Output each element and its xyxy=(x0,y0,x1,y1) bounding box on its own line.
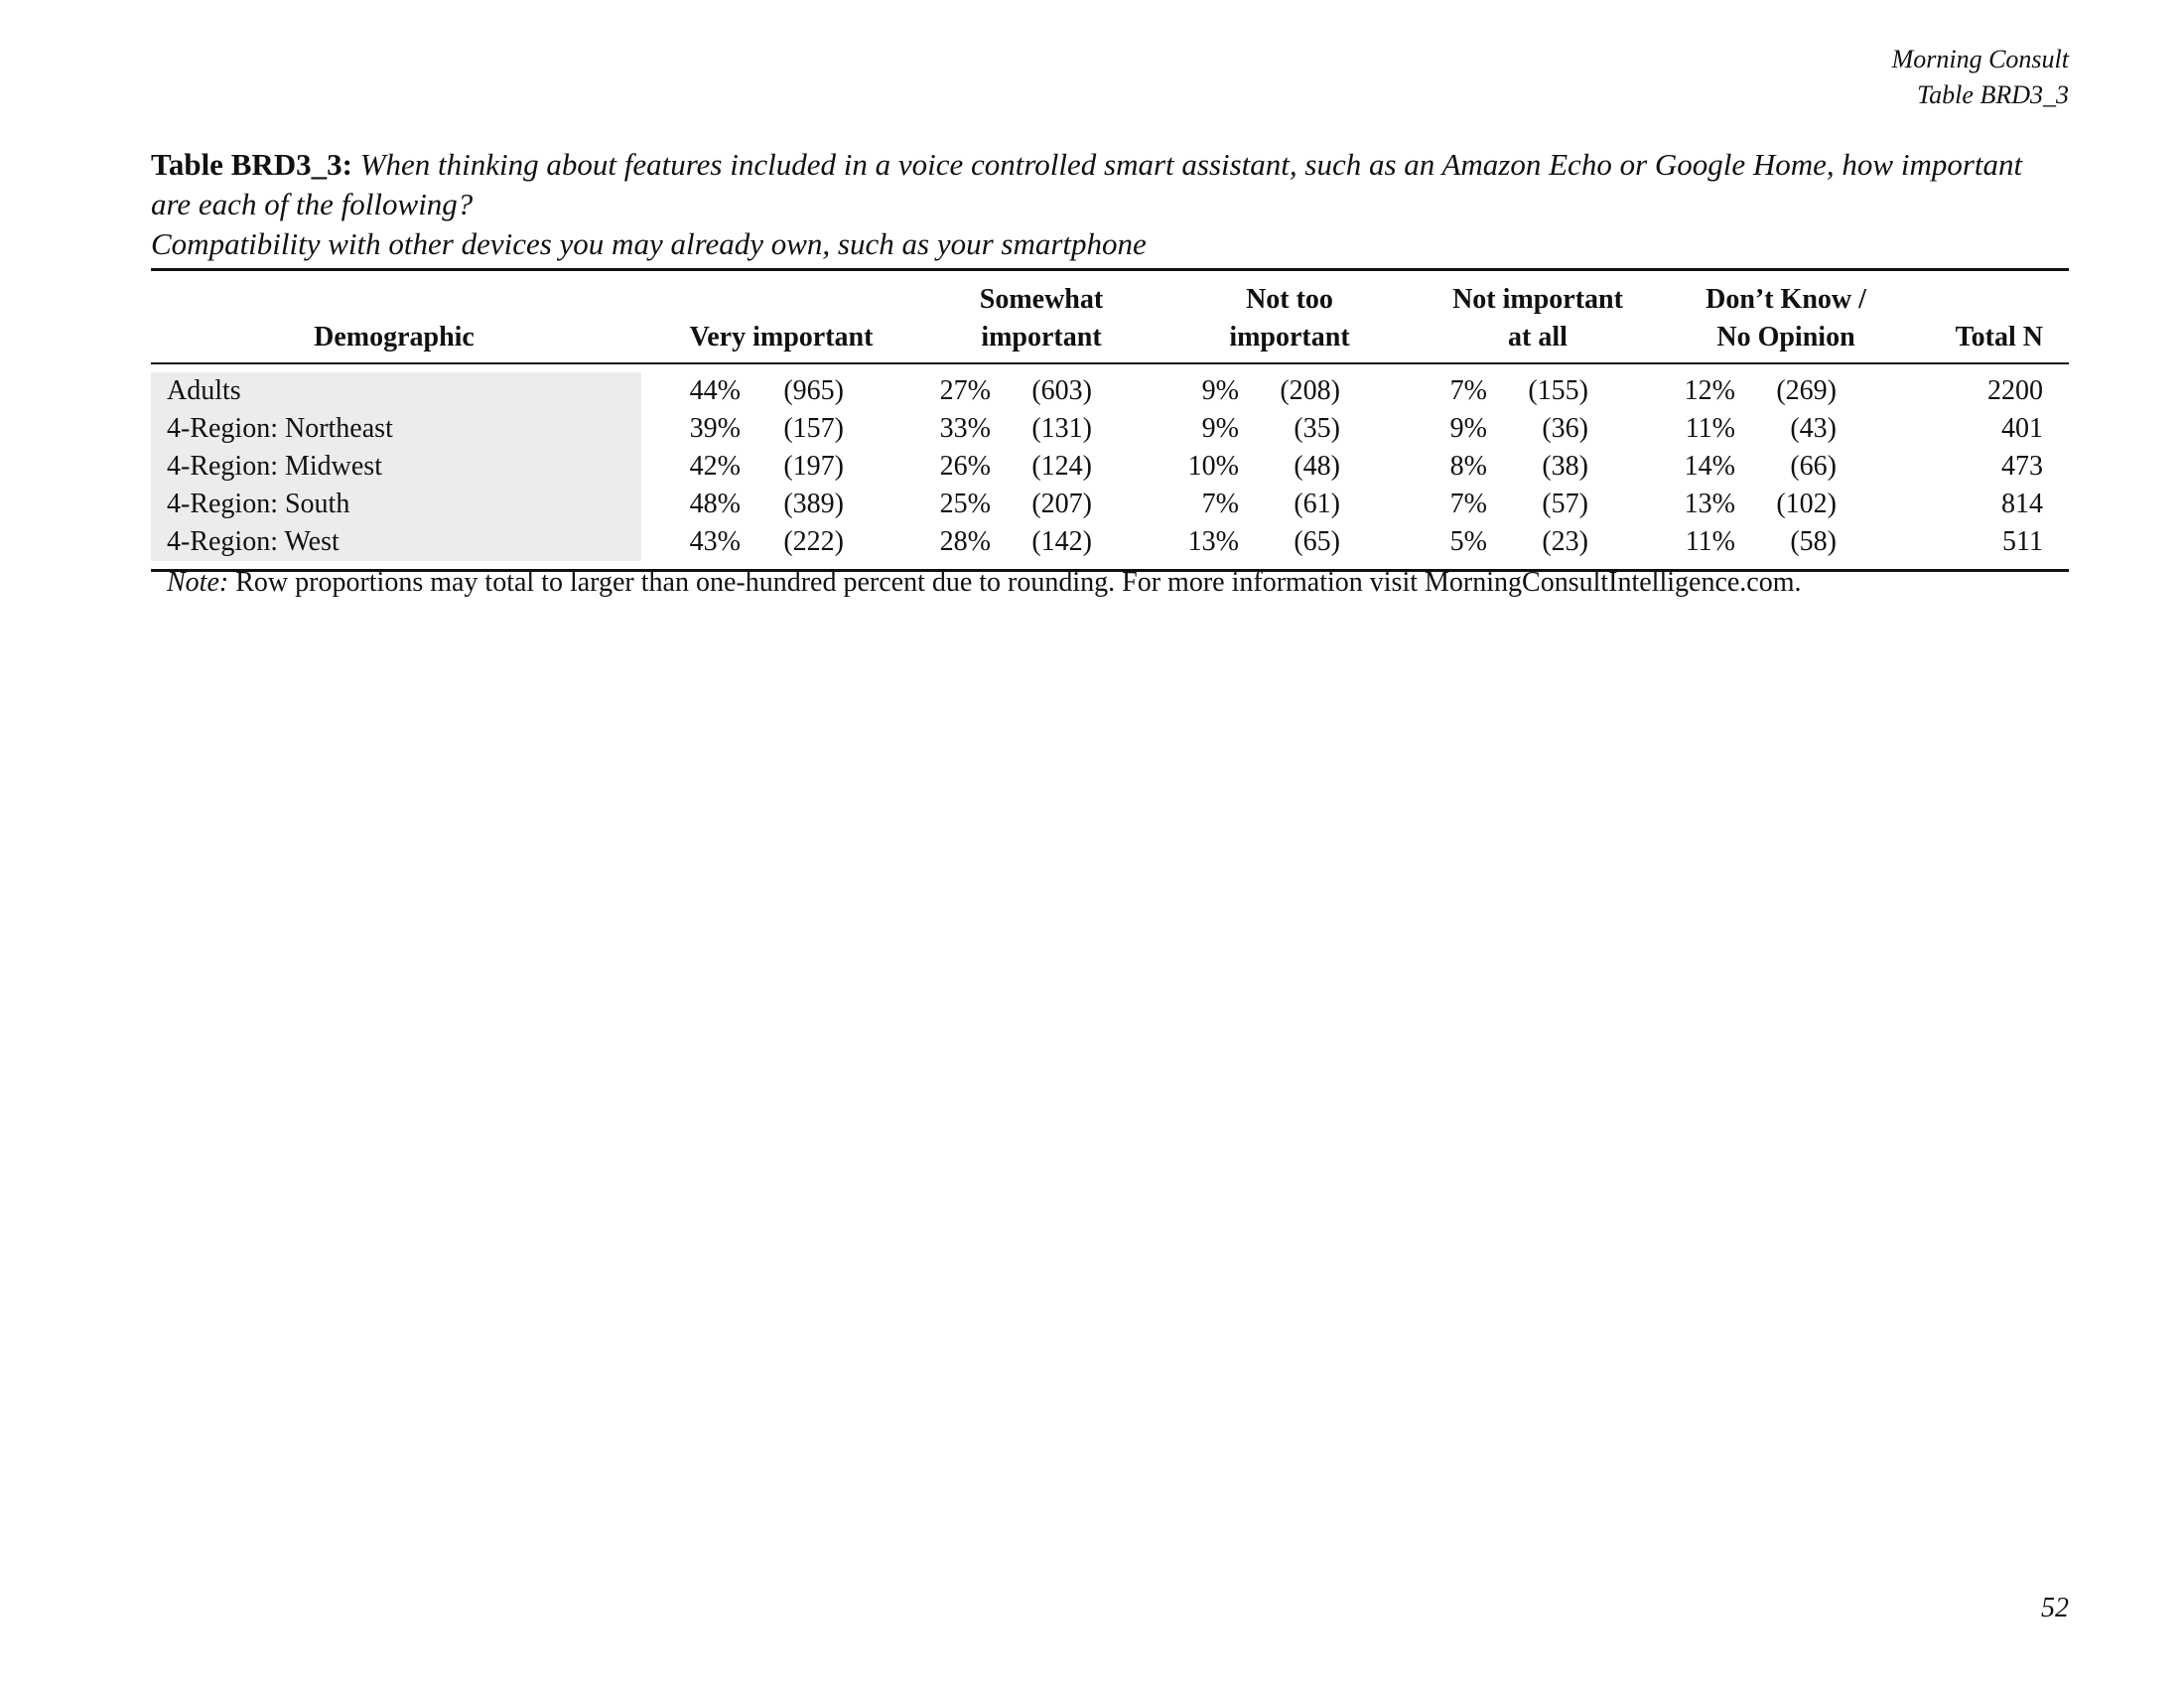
note-text: Row proportions may total to larger than one-hundred percent due to rounding. For more information visit MorningConsultIntelligence.com. xyxy=(235,567,1802,598)
not-at-all-n: (36) xyxy=(1542,413,1588,444)
col-header-demographic: Demographic xyxy=(314,322,475,352)
very-n: (965) xyxy=(783,375,844,406)
col-header-somewhat-important: Somewhat important xyxy=(979,284,1104,352)
header-table-id: Table BRD3_3 xyxy=(1917,80,2069,109)
col-header-not-important-at-all: Not important at all xyxy=(1452,284,1623,352)
not-at-all-n: (23) xyxy=(1542,526,1588,557)
not-at-all-pct: 7% xyxy=(1449,489,1487,519)
not-at-all-pct: 9% xyxy=(1449,413,1487,444)
row-demographic: 4-Region: South xyxy=(151,486,641,523)
not-too-pct: 7% xyxy=(1201,489,1239,519)
not-at-all-pct: 7% xyxy=(1449,375,1487,406)
very-pct: 48% xyxy=(689,489,741,519)
col-header-total-n: Total N xyxy=(1955,322,2043,352)
very-n: (157) xyxy=(783,413,844,444)
not-too-pct: 9% xyxy=(1201,413,1239,444)
not-too-n: (208) xyxy=(1280,375,1340,406)
table-body xyxy=(151,364,2069,569)
not-at-all-n: (57) xyxy=(1542,489,1588,519)
title-subtitle: Compatibility with other devices you may already own, such as your smartphone xyxy=(151,226,1147,261)
total-n: 473 xyxy=(2001,451,2043,482)
dont-know-pct: 13% xyxy=(1684,489,1735,519)
not-too-n: (48) xyxy=(1294,451,1340,482)
table-note xyxy=(167,564,1802,602)
table-row xyxy=(151,523,2069,561)
title-label: Table BRD3_3: xyxy=(151,147,352,182)
not-too-n: (65) xyxy=(1294,526,1340,557)
very-pct: 44% xyxy=(689,375,741,406)
table-row xyxy=(151,486,2069,523)
not-too-n: (61) xyxy=(1294,489,1340,519)
very-n: (389) xyxy=(783,489,844,519)
not-at-all-n: (155) xyxy=(1528,375,1588,406)
row-demographic: 4-Region: Midwest xyxy=(151,448,641,486)
table-title xyxy=(151,145,2069,264)
very-n: (197) xyxy=(783,451,844,482)
table-row xyxy=(151,448,2069,486)
somewhat-pct: 28% xyxy=(939,526,991,557)
somewhat-pct: 33% xyxy=(939,413,991,444)
table-row xyxy=(151,410,2069,448)
somewhat-pct: 25% xyxy=(939,489,991,519)
somewhat-n: (131) xyxy=(1031,413,1092,444)
note-label: Note: xyxy=(167,567,229,598)
col-header-dont-know: Don’t Know / No Opinion xyxy=(1706,284,1866,352)
dont-know-pct: 11% xyxy=(1685,413,1735,444)
header-org: Morning Consult xyxy=(1891,45,2069,73)
somewhat-pct: 26% xyxy=(939,451,991,482)
table-header-row xyxy=(151,271,2069,362)
dont-know-pct: 14% xyxy=(1684,451,1735,482)
very-n: (222) xyxy=(783,526,844,557)
page-number: 52 xyxy=(2041,1593,2069,1623)
dont-know-n: (102) xyxy=(1776,489,1837,519)
dont-know-n: (58) xyxy=(1790,526,1837,557)
title-question: When thinking about features included in a voice controlled smart assistant, such as an Amazon Echo or Google Home, how important are each of the following? xyxy=(151,147,2023,221)
very-pct: 39% xyxy=(689,413,741,444)
not-at-all-pct: 8% xyxy=(1449,451,1487,482)
somewhat-pct: 27% xyxy=(939,375,991,406)
row-demographic: 4-Region: West xyxy=(151,523,641,561)
not-too-n: (35) xyxy=(1294,413,1340,444)
dont-know-n: (66) xyxy=(1790,451,1837,482)
total-n: 511 xyxy=(2002,526,2043,557)
not-at-all-pct: 5% xyxy=(1449,526,1487,557)
very-pct: 42% xyxy=(689,451,741,482)
total-n: 814 xyxy=(2001,489,2043,519)
very-pct: 43% xyxy=(689,526,741,557)
table-row xyxy=(151,372,2069,410)
not-too-pct: 13% xyxy=(1187,526,1239,557)
row-demographic: Adults xyxy=(151,372,641,410)
not-too-pct: 9% xyxy=(1201,375,1239,406)
somewhat-n: (142) xyxy=(1031,526,1092,557)
dont-know-n: (269) xyxy=(1776,375,1837,406)
not-too-pct: 10% xyxy=(1187,451,1239,482)
total-n: 2200 xyxy=(1987,375,2043,406)
col-header-very-important: Very important xyxy=(689,322,874,352)
row-demographic: 4-Region: Northeast xyxy=(151,410,641,448)
dont-know-pct: 11% xyxy=(1685,526,1735,557)
total-n: 401 xyxy=(2001,413,2043,444)
crosstab-table xyxy=(151,268,2069,572)
somewhat-n: (124) xyxy=(1031,451,1092,482)
dont-know-pct: 12% xyxy=(1684,375,1735,406)
somewhat-n: (207) xyxy=(1031,489,1092,519)
somewhat-n: (603) xyxy=(1031,375,1092,406)
col-header-not-too-important: Not too important xyxy=(1229,284,1350,352)
page-header xyxy=(1892,42,2069,113)
dont-know-n: (43) xyxy=(1790,413,1837,444)
not-at-all-n: (38) xyxy=(1542,451,1588,482)
